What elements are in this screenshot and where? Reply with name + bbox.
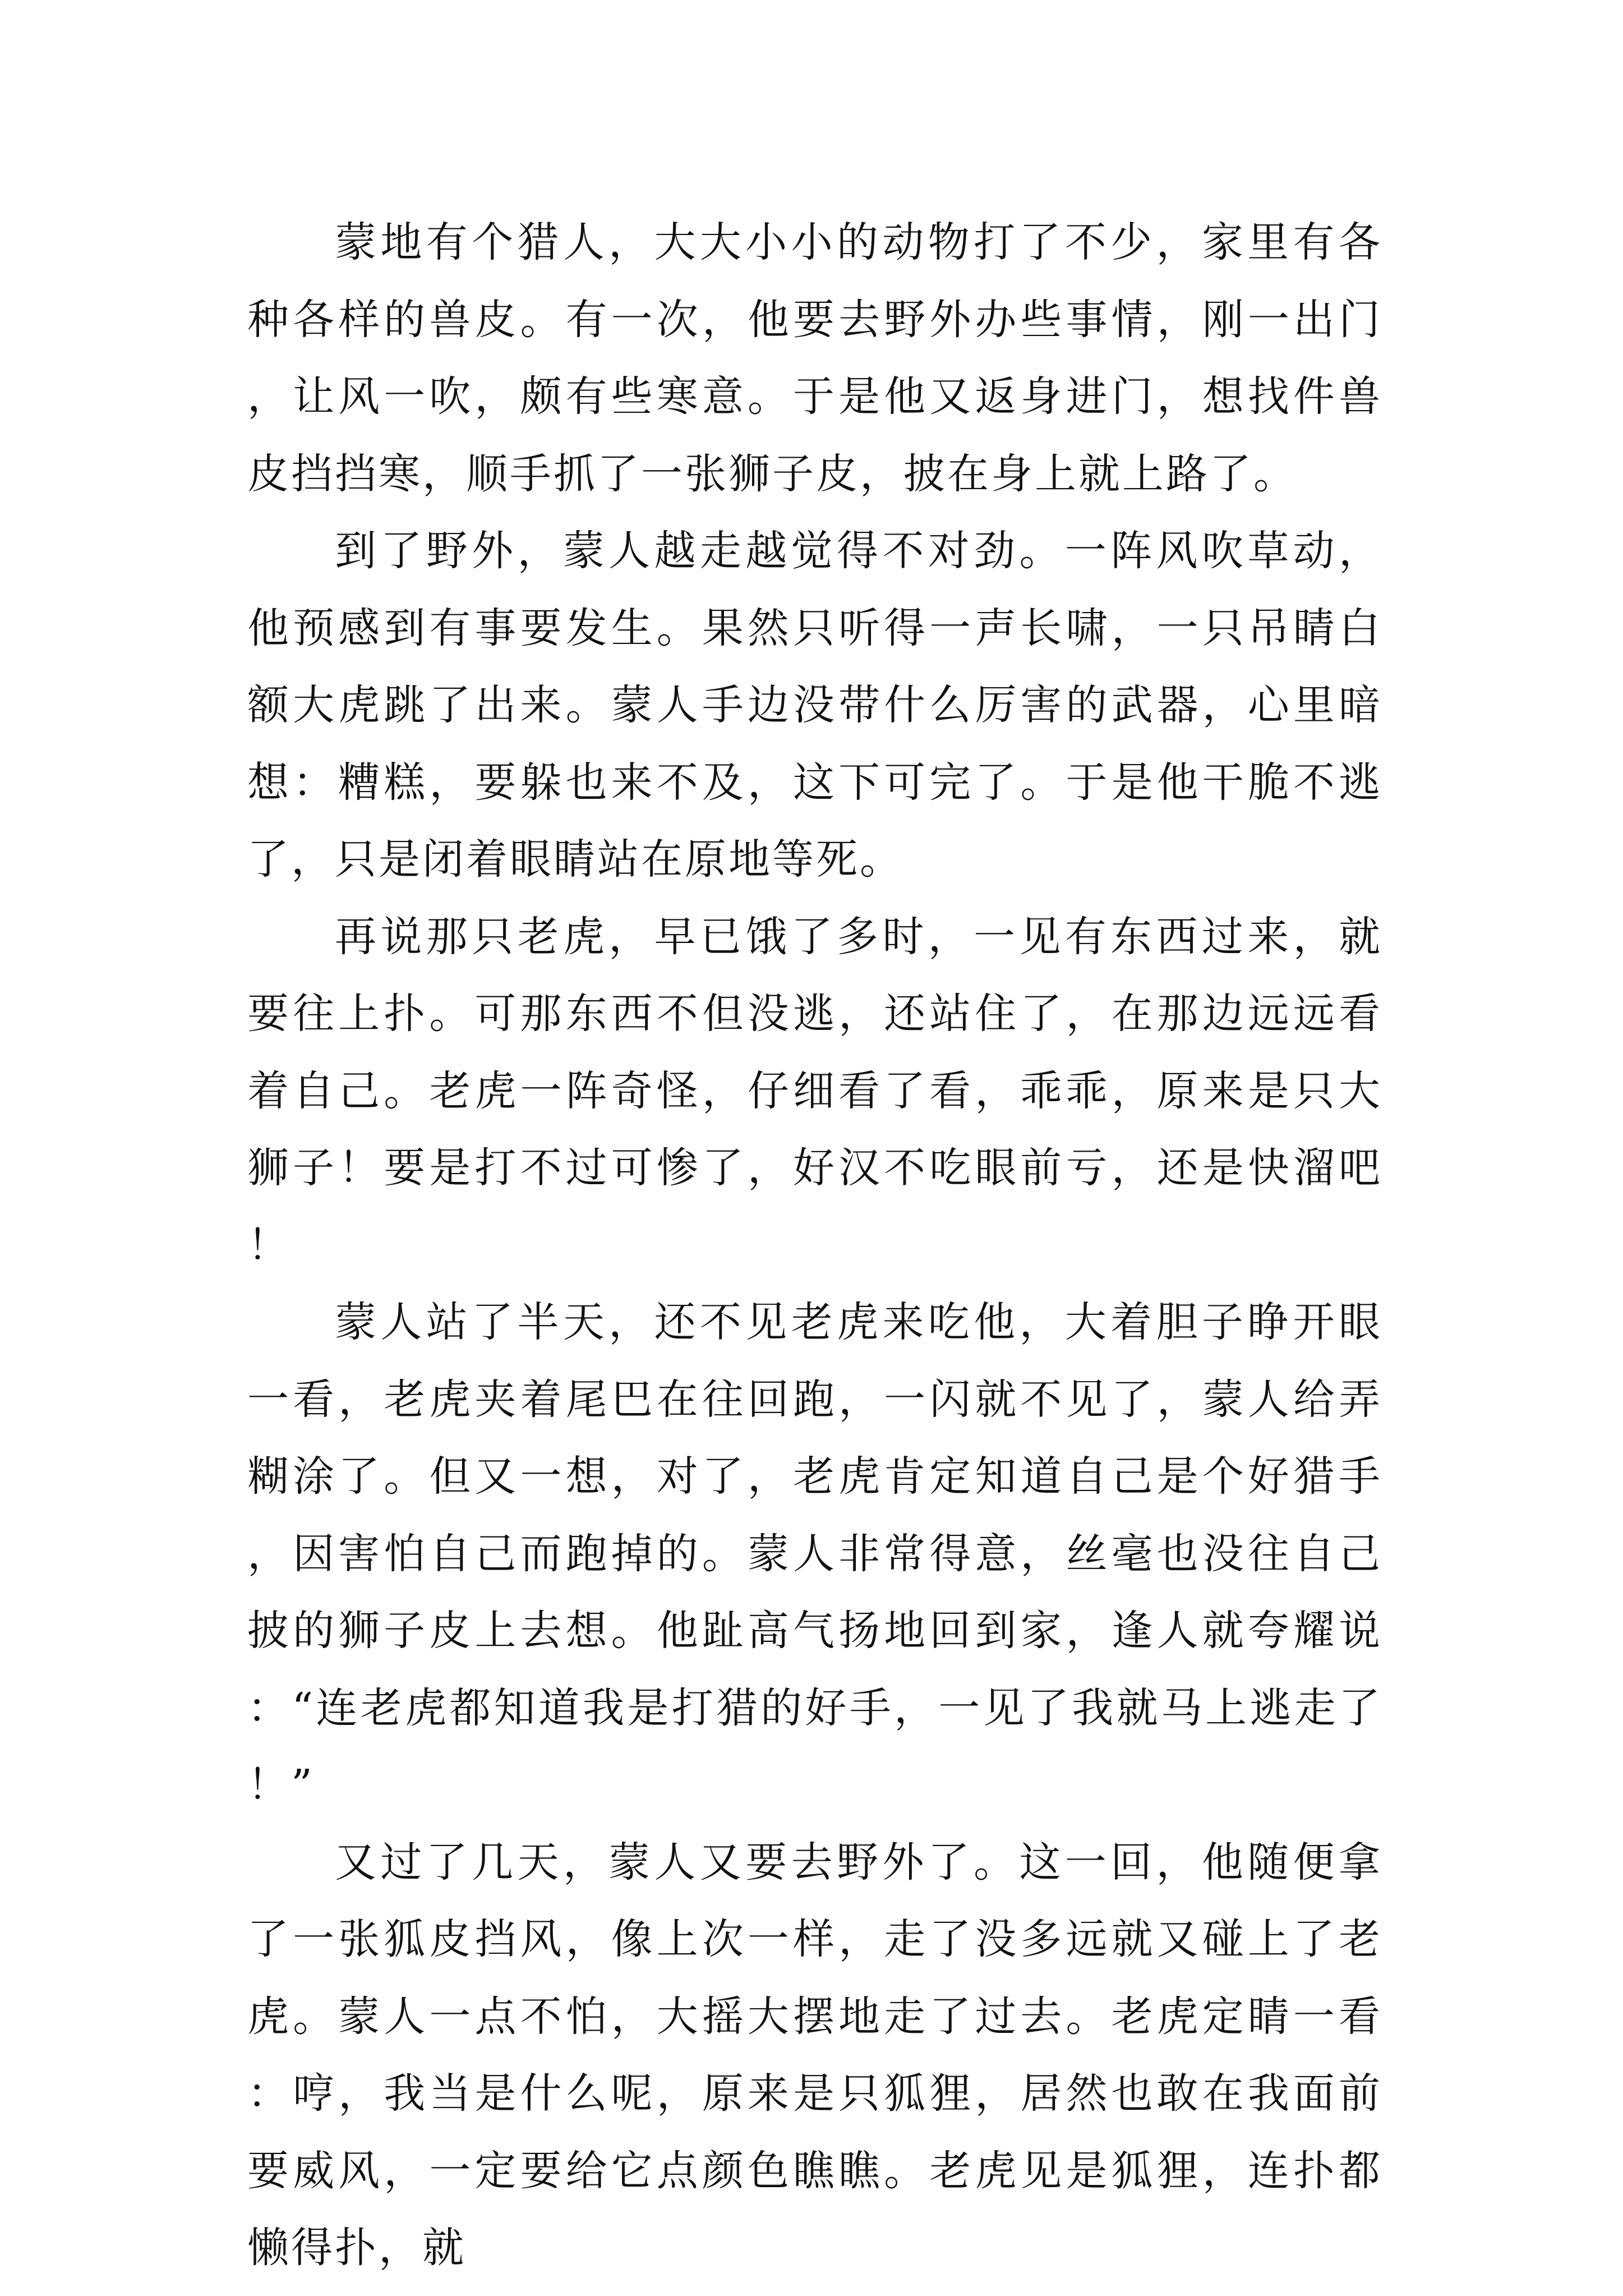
paragraph-5: 又过了几天，蒙人又要去野外了。这一回，他随便拿了一张狐皮挡风，像上次一样，走了没多远就又碰上了老虎。蒙人一点不怕，大摇大摆地走了过去。老虎定睛一看：哼，我当是什么呢，原来是只狐狸，居然也敢在我面前要威风，一定要给它点颜色瞧瞧。老虎见是狐狸，连扑都懒得扑，就 xyxy=(247,1838,1382,2272)
paragraph-1: 蒙地有个猎人，大大小小的动物打了不少，家里有各种各样的兽皮。有一次，他要去野外办些事情，刚一出门，让风一吹，颇有些寒意。于是他又返身进门，想找件兽皮挡挡寒，顺手抓了一张狮子皮，披在身上就上路了。 xyxy=(247,218,1382,498)
paragraph-3: 再说那只老虎，早已饿了多时，一见有东西过来，就要往上扑。可那东西不但没逃，还站住了，在那边远远看着自己。老虎一阵奇怪，仔细看了看，乖乖，原来是只大狮子！要是打不过可惨了，好汉不吃眼前亏，还是快溜吧！ xyxy=(247,912,1382,1269)
story-text xyxy=(247,204,1382,2287)
paragraph-4: 蒙人站了半天，还不见老虎来吃他，大着胆子睁开眼一看，老虎夹着尾巴在往回跑，一闪就不见了，蒙人给弄糊涂了。但又一想，对了，老虎肯定知道自己是个好猎手，因害怕自己而跑掉的。蒙人非常得意，丝毫也没往自己披的狮子皮上去想。他趾高气扬地回到家，逢人就夸耀说：“连老虎都知道我是打猎的好手，一见了我就马上逃走了！” xyxy=(247,1298,1382,1809)
paragraph-2: 到了野外，蒙人越走越觉得不对劲。一阵风吹草动，他预感到有事要发生。果然只听得一声长啸，一只吊睛白额大虎跳了出来。蒙人手边没带什么厉害的武器，心里暗想：糟糕，要躲也来不及，这下可完了。于是他干脆不逃了，只是闭着眼睛站在原地等死。 xyxy=(247,527,1382,884)
